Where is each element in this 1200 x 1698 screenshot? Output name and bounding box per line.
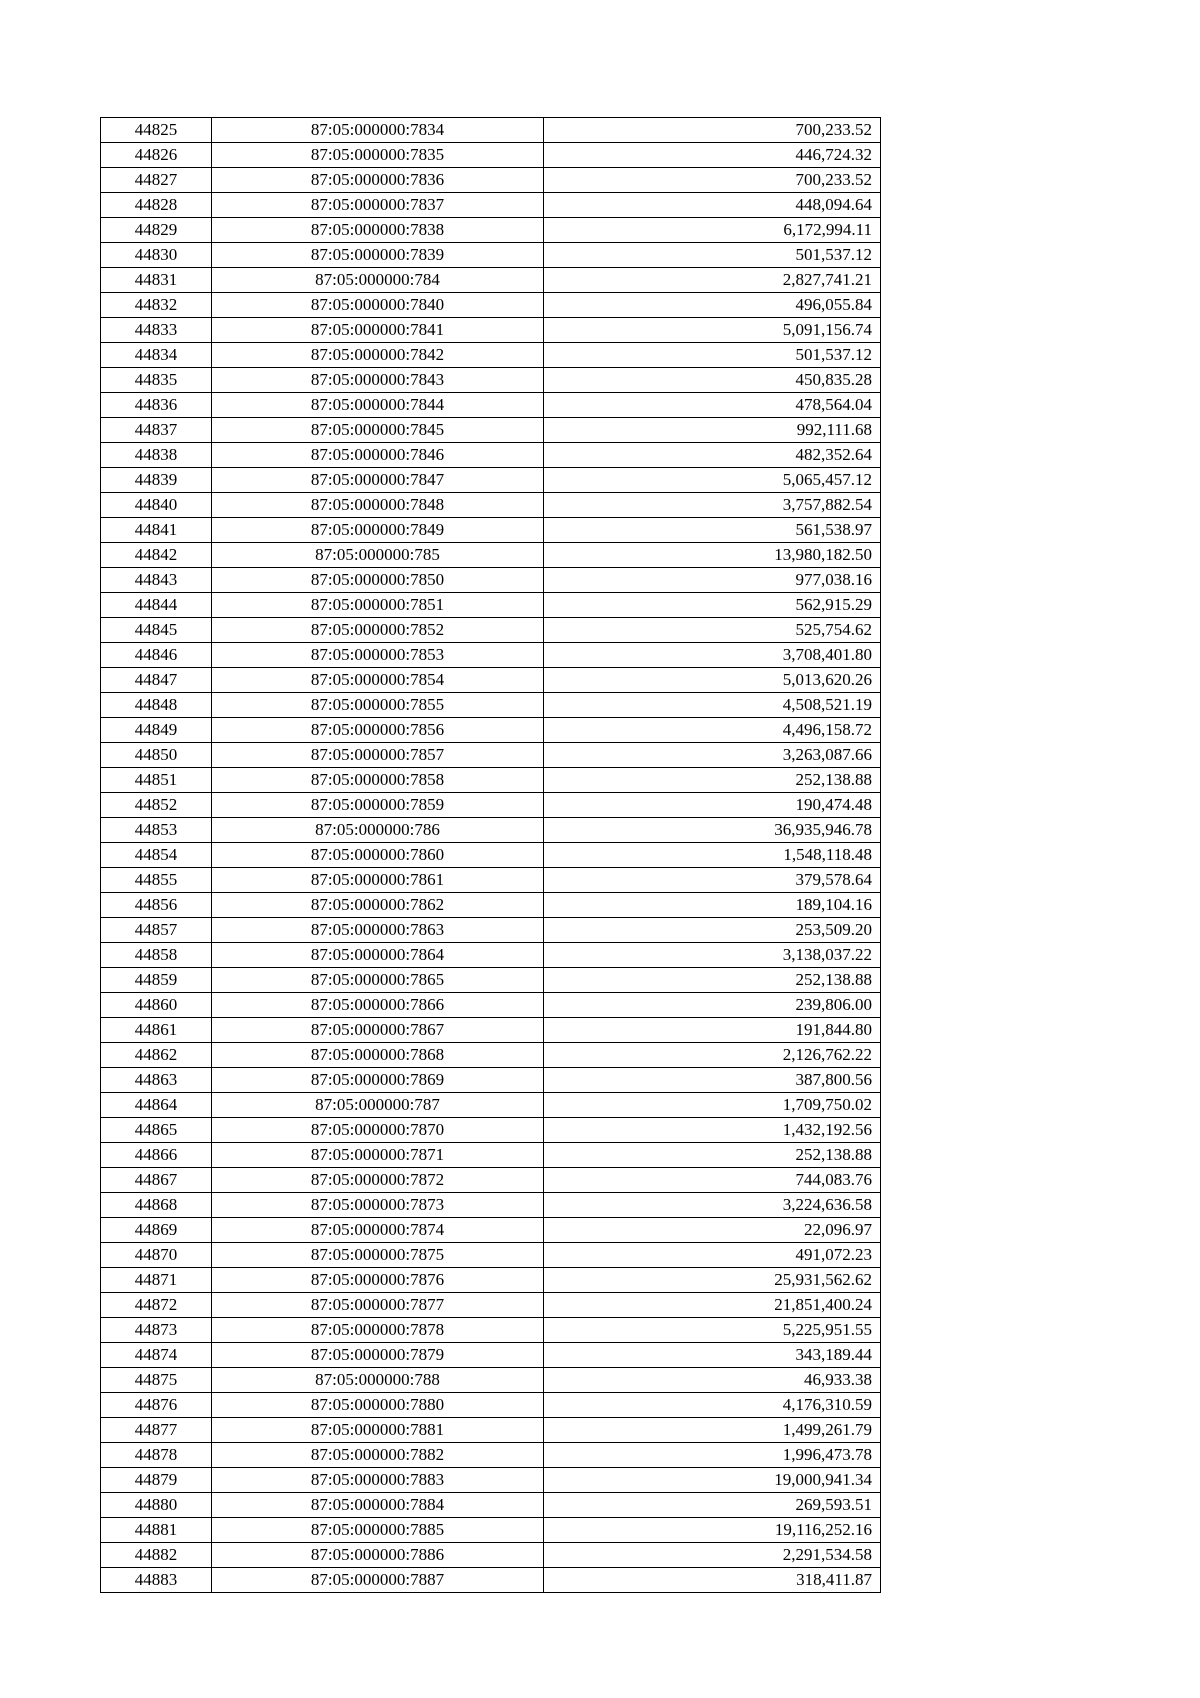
row-number-cell: 44865 — [101, 1118, 212, 1143]
cadastral-number-cell: 87:05:000000:7855 — [212, 693, 544, 718]
cadastral-number-cell: 87:05:000000:7846 — [212, 443, 544, 468]
cadastral-number-cell: 87:05:000000:7877 — [212, 1293, 544, 1318]
row-number-cell: 44859 — [101, 968, 212, 993]
row-number-cell: 44870 — [101, 1243, 212, 1268]
table-row — [101, 518, 881, 543]
value-cell: 3,708,401.80 — [544, 643, 881, 668]
value-cell: 190,474.48 — [544, 793, 881, 818]
row-number-cell: 44878 — [101, 1443, 212, 1468]
row-number-cell: 44860 — [101, 993, 212, 1018]
cadastral-number-cell: 87:05:000000:7839 — [212, 243, 544, 268]
value-cell: 1,432,192.56 — [544, 1118, 881, 1143]
value-cell: 46,933.38 — [544, 1368, 881, 1393]
value-cell: 19,116,252.16 — [544, 1518, 881, 1543]
cadastral-number-cell: 87:05:000000:7869 — [212, 1068, 544, 1093]
cadastral-number-cell: 87:05:000000:7887 — [212, 1568, 544, 1593]
value-cell: 269,593.51 — [544, 1493, 881, 1518]
value-cell: 387,800.56 — [544, 1068, 881, 1093]
value-cell: 252,138.88 — [544, 968, 881, 993]
value-cell: 25,931,562.62 — [544, 1268, 881, 1293]
value-cell: 252,138.88 — [544, 1143, 881, 1168]
cadastral-number-cell: 87:05:000000:7870 — [212, 1118, 544, 1143]
value-cell: 448,094.64 — [544, 193, 881, 218]
table-row — [101, 568, 881, 593]
table-row — [101, 1218, 881, 1243]
cadastral-number-cell: 87:05:000000:7874 — [212, 1218, 544, 1243]
row-number-cell: 44871 — [101, 1268, 212, 1293]
value-cell: 562,915.29 — [544, 593, 881, 618]
table-row — [101, 1043, 881, 1068]
value-cell: 446,724.32 — [544, 143, 881, 168]
value-cell: 3,757,882.54 — [544, 493, 881, 518]
cadastral-number-cell: 87:05:000000:7856 — [212, 718, 544, 743]
row-number-cell: 44837 — [101, 418, 212, 443]
cadastral-number-cell: 87:05:000000:7845 — [212, 418, 544, 443]
cadastral-number-cell: 87:05:000000:7880 — [212, 1393, 544, 1418]
table-row — [101, 1543, 881, 1568]
row-number-cell: 44833 — [101, 318, 212, 343]
table-row — [101, 1168, 881, 1193]
cadastral-number-cell: 87:05:000000:785 — [212, 543, 544, 568]
value-cell: 189,104.16 — [544, 893, 881, 918]
cadastral-number-cell: 87:05:000000:7842 — [212, 343, 544, 368]
row-number-cell: 44843 — [101, 568, 212, 593]
table-row — [101, 1118, 881, 1143]
value-cell: 450,835.28 — [544, 368, 881, 393]
value-cell: 2,291,534.58 — [544, 1543, 881, 1568]
table-row — [101, 1318, 881, 1343]
table-row — [101, 1293, 881, 1318]
value-cell: 2,126,762.22 — [544, 1043, 881, 1068]
row-number-cell: 44858 — [101, 943, 212, 968]
table-row — [101, 293, 881, 318]
table-row — [101, 543, 881, 568]
row-number-cell: 44855 — [101, 868, 212, 893]
table-row — [101, 893, 881, 918]
value-cell: 478,564.04 — [544, 393, 881, 418]
table-row — [101, 993, 881, 1018]
table-row — [101, 268, 881, 293]
value-cell: 5,013,620.26 — [544, 668, 881, 693]
table-row — [101, 743, 881, 768]
cadastral-number-cell: 87:05:000000:7844 — [212, 393, 544, 418]
table-row — [101, 318, 881, 343]
row-number-cell: 44834 — [101, 343, 212, 368]
cadastral-number-cell: 87:05:000000:7879 — [212, 1343, 544, 1368]
table-row — [101, 1393, 881, 1418]
row-number-cell: 44848 — [101, 693, 212, 718]
row-number-cell: 44828 — [101, 193, 212, 218]
row-number-cell: 44873 — [101, 1318, 212, 1343]
row-number-cell: 44863 — [101, 1068, 212, 1093]
row-number-cell: 44866 — [101, 1143, 212, 1168]
table-body — [101, 118, 881, 1593]
table-row — [101, 843, 881, 868]
row-number-cell: 44868 — [101, 1193, 212, 1218]
row-number-cell: 44869 — [101, 1218, 212, 1243]
table-row — [101, 1468, 881, 1493]
row-number-cell: 44825 — [101, 118, 212, 143]
value-cell: 1,996,473.78 — [544, 1443, 881, 1468]
row-number-cell: 44881 — [101, 1518, 212, 1543]
table-row — [101, 1443, 881, 1468]
table-row — [101, 768, 881, 793]
value-cell: 191,844.80 — [544, 1018, 881, 1043]
row-number-cell: 44854 — [101, 843, 212, 868]
cadastral-number-cell: 87:05:000000:7878 — [212, 1318, 544, 1343]
value-cell: 239,806.00 — [544, 993, 881, 1018]
table-row — [101, 443, 881, 468]
value-cell: 4,176,310.59 — [544, 1393, 881, 1418]
table-row — [101, 968, 881, 993]
cadastral-number-cell: 87:05:000000:7838 — [212, 218, 544, 243]
value-cell: 501,537.12 — [544, 243, 881, 268]
row-number-cell: 44883 — [101, 1568, 212, 1593]
value-cell: 1,709,750.02 — [544, 1093, 881, 1118]
value-cell: 700,233.52 — [544, 118, 881, 143]
cadastral-number-cell: 87:05:000000:7852 — [212, 618, 544, 643]
cadastral-number-cell: 87:05:000000:7883 — [212, 1468, 544, 1493]
cadastral-number-cell: 87:05:000000:788 — [212, 1368, 544, 1393]
table-row — [101, 393, 881, 418]
table-row — [101, 1568, 881, 1593]
value-cell: 700,233.52 — [544, 168, 881, 193]
cadastral-number-cell: 87:05:000000:7853 — [212, 643, 544, 668]
value-cell: 525,754.62 — [544, 618, 881, 643]
row-number-cell: 44846 — [101, 643, 212, 668]
row-number-cell: 44853 — [101, 818, 212, 843]
row-number-cell: 44852 — [101, 793, 212, 818]
row-number-cell: 44842 — [101, 543, 212, 568]
table-row — [101, 1068, 881, 1093]
value-cell: 343,189.44 — [544, 1343, 881, 1368]
row-number-cell: 44849 — [101, 718, 212, 743]
value-cell: 744,083.76 — [544, 1168, 881, 1193]
table-row — [101, 593, 881, 618]
table-row — [101, 493, 881, 518]
cadastral-number-cell: 87:05:000000:7835 — [212, 143, 544, 168]
value-cell: 1,499,261.79 — [544, 1418, 881, 1443]
cadastral-number-cell: 87:05:000000:7886 — [212, 1543, 544, 1568]
cadastral-number-cell: 87:05:000000:7861 — [212, 868, 544, 893]
value-cell: 561,538.97 — [544, 518, 881, 543]
value-cell: 482,352.64 — [544, 443, 881, 468]
value-cell: 19,000,941.34 — [544, 1468, 881, 1493]
cadastral-number-cell: 87:05:000000:7848 — [212, 493, 544, 518]
cadastral-number-cell: 87:05:000000:7840 — [212, 293, 544, 318]
cadastral-number-cell: 87:05:000000:7865 — [212, 968, 544, 993]
row-number-cell: 44882 — [101, 1543, 212, 1568]
cadastral-number-cell: 87:05:000000:7872 — [212, 1168, 544, 1193]
table-row — [101, 1193, 881, 1218]
row-number-cell: 44874 — [101, 1343, 212, 1368]
value-cell: 13,980,182.50 — [544, 543, 881, 568]
value-cell: 318,411.87 — [544, 1568, 881, 1593]
row-number-cell: 44879 — [101, 1468, 212, 1493]
table-row — [101, 343, 881, 368]
row-number-cell: 44841 — [101, 518, 212, 543]
row-number-cell: 44836 — [101, 393, 212, 418]
table-row — [101, 168, 881, 193]
row-number-cell: 44876 — [101, 1393, 212, 1418]
cadastral-number-cell: 87:05:000000:7881 — [212, 1418, 544, 1443]
row-number-cell: 44872 — [101, 1293, 212, 1318]
cadastral-number-cell: 87:05:000000:7849 — [212, 518, 544, 543]
value-cell: 4,508,521.19 — [544, 693, 881, 718]
cadastral-number-cell: 87:05:000000:7857 — [212, 743, 544, 768]
table-row — [101, 1518, 881, 1543]
table-row — [101, 1368, 881, 1393]
value-cell: 501,537.12 — [544, 343, 881, 368]
cadastral-number-cell: 87:05:000000:7864 — [212, 943, 544, 968]
cadastral-number-cell: 87:05:000000:7885 — [212, 1518, 544, 1543]
table-row — [101, 418, 881, 443]
value-cell: 4,496,158.72 — [544, 718, 881, 743]
value-cell: 6,172,994.11 — [544, 218, 881, 243]
table-row — [101, 193, 881, 218]
row-number-cell: 44851 — [101, 768, 212, 793]
row-number-cell: 44831 — [101, 268, 212, 293]
value-cell: 5,091,156.74 — [544, 318, 881, 343]
row-number-cell: 44826 — [101, 143, 212, 168]
value-cell: 22,096.97 — [544, 1218, 881, 1243]
value-cell: 5,225,951.55 — [544, 1318, 881, 1343]
row-number-cell: 44856 — [101, 893, 212, 918]
table-row — [101, 868, 881, 893]
table-row — [101, 1268, 881, 1293]
cadastral-number-cell: 87:05:000000:7851 — [212, 593, 544, 618]
cadastral-number-cell: 87:05:000000:7884 — [212, 1493, 544, 1518]
value-cell: 379,578.64 — [544, 868, 881, 893]
table-row — [101, 143, 881, 168]
cadastral-number-cell: 87:05:000000:7866 — [212, 993, 544, 1018]
cadastral-number-cell: 87:05:000000:7871 — [212, 1143, 544, 1168]
row-number-cell: 44850 — [101, 743, 212, 768]
cadastral-number-cell: 87:05:000000:7834 — [212, 118, 544, 143]
row-number-cell: 44880 — [101, 1493, 212, 1518]
cadastral-number-cell: 87:05:000000:7854 — [212, 668, 544, 693]
value-cell: 977,038.16 — [544, 568, 881, 593]
value-cell: 3,138,037.22 — [544, 943, 881, 968]
row-number-cell: 44845 — [101, 618, 212, 643]
value-cell: 1,548,118.48 — [544, 843, 881, 868]
cadastral-number-cell: 87:05:000000:786 — [212, 818, 544, 843]
table-row — [101, 1243, 881, 1268]
value-cell: 491,072.23 — [544, 1243, 881, 1268]
cadastral-number-cell: 87:05:000000:7841 — [212, 318, 544, 343]
value-cell: 2,827,741.21 — [544, 268, 881, 293]
cadastral-number-cell: 87:05:000000:7875 — [212, 1243, 544, 1268]
row-number-cell: 44857 — [101, 918, 212, 943]
row-number-cell: 44862 — [101, 1043, 212, 1068]
table-row — [101, 1093, 881, 1118]
table-row — [101, 643, 881, 668]
cadastral-number-cell: 87:05:000000:7873 — [212, 1193, 544, 1218]
value-cell: 992,111.68 — [544, 418, 881, 443]
table-row — [101, 1418, 881, 1443]
cadastral-number-cell: 87:05:000000:7847 — [212, 468, 544, 493]
value-cell: 252,138.88 — [544, 768, 881, 793]
table-row — [101, 918, 881, 943]
row-number-cell: 44835 — [101, 368, 212, 393]
value-cell: 21,851,400.24 — [544, 1293, 881, 1318]
row-number-cell: 44838 — [101, 443, 212, 468]
cadastral-number-cell: 87:05:000000:7876 — [212, 1268, 544, 1293]
cadastral-number-cell: 87:05:000000:7882 — [212, 1443, 544, 1468]
value-cell: 36,935,946.78 — [544, 818, 881, 843]
value-cell: 3,224,636.58 — [544, 1193, 881, 1218]
row-number-cell: 44827 — [101, 168, 212, 193]
table-row — [101, 693, 881, 718]
table-row — [101, 1343, 881, 1368]
cadastral-number-cell: 87:05:000000:7859 — [212, 793, 544, 818]
value-cell: 5,065,457.12 — [544, 468, 881, 493]
row-number-cell: 44864 — [101, 1093, 212, 1118]
value-cell: 496,055.84 — [544, 293, 881, 318]
table-row — [101, 718, 881, 743]
cadastral-value-table — [100, 117, 881, 1593]
row-number-cell: 44861 — [101, 1018, 212, 1043]
cadastral-number-cell: 87:05:000000:7862 — [212, 893, 544, 918]
table-row — [101, 1143, 881, 1168]
table-row — [101, 618, 881, 643]
cadastral-number-cell: 87:05:000000:7868 — [212, 1043, 544, 1068]
value-cell: 253,509.20 — [544, 918, 881, 943]
table-row — [101, 818, 881, 843]
cadastral-number-cell: 87:05:000000:7850 — [212, 568, 544, 593]
row-number-cell: 44867 — [101, 1168, 212, 1193]
table-row — [101, 368, 881, 393]
table-row — [101, 243, 881, 268]
cadastral-number-cell: 87:05:000000:7836 — [212, 168, 544, 193]
row-number-cell: 44877 — [101, 1418, 212, 1443]
table-row — [101, 118, 881, 143]
row-number-cell: 44847 — [101, 668, 212, 693]
table-row — [101, 1493, 881, 1518]
row-number-cell: 44840 — [101, 493, 212, 518]
row-number-cell: 44839 — [101, 468, 212, 493]
table-row — [101, 218, 881, 243]
cadastral-number-cell: 87:05:000000:7843 — [212, 368, 544, 393]
row-number-cell: 44830 — [101, 243, 212, 268]
table-row — [101, 793, 881, 818]
cadastral-number-cell: 87:05:000000:7837 — [212, 193, 544, 218]
table-row — [101, 943, 881, 968]
cadastral-number-cell: 87:05:000000:7867 — [212, 1018, 544, 1043]
table-row — [101, 468, 881, 493]
row-number-cell: 44829 — [101, 218, 212, 243]
table-row — [101, 668, 881, 693]
row-number-cell: 44832 — [101, 293, 212, 318]
cadastral-number-cell: 87:05:000000:7860 — [212, 843, 544, 868]
table-row — [101, 1018, 881, 1043]
row-number-cell: 44875 — [101, 1368, 212, 1393]
value-cell: 3,263,087.66 — [544, 743, 881, 768]
row-number-cell: 44844 — [101, 593, 212, 618]
cadastral-number-cell: 87:05:000000:7863 — [212, 918, 544, 943]
cadastral-number-cell: 87:05:000000:787 — [212, 1093, 544, 1118]
cadastral-number-cell: 87:05:000000:784 — [212, 268, 544, 293]
cadastral-number-cell: 87:05:000000:7858 — [212, 768, 544, 793]
